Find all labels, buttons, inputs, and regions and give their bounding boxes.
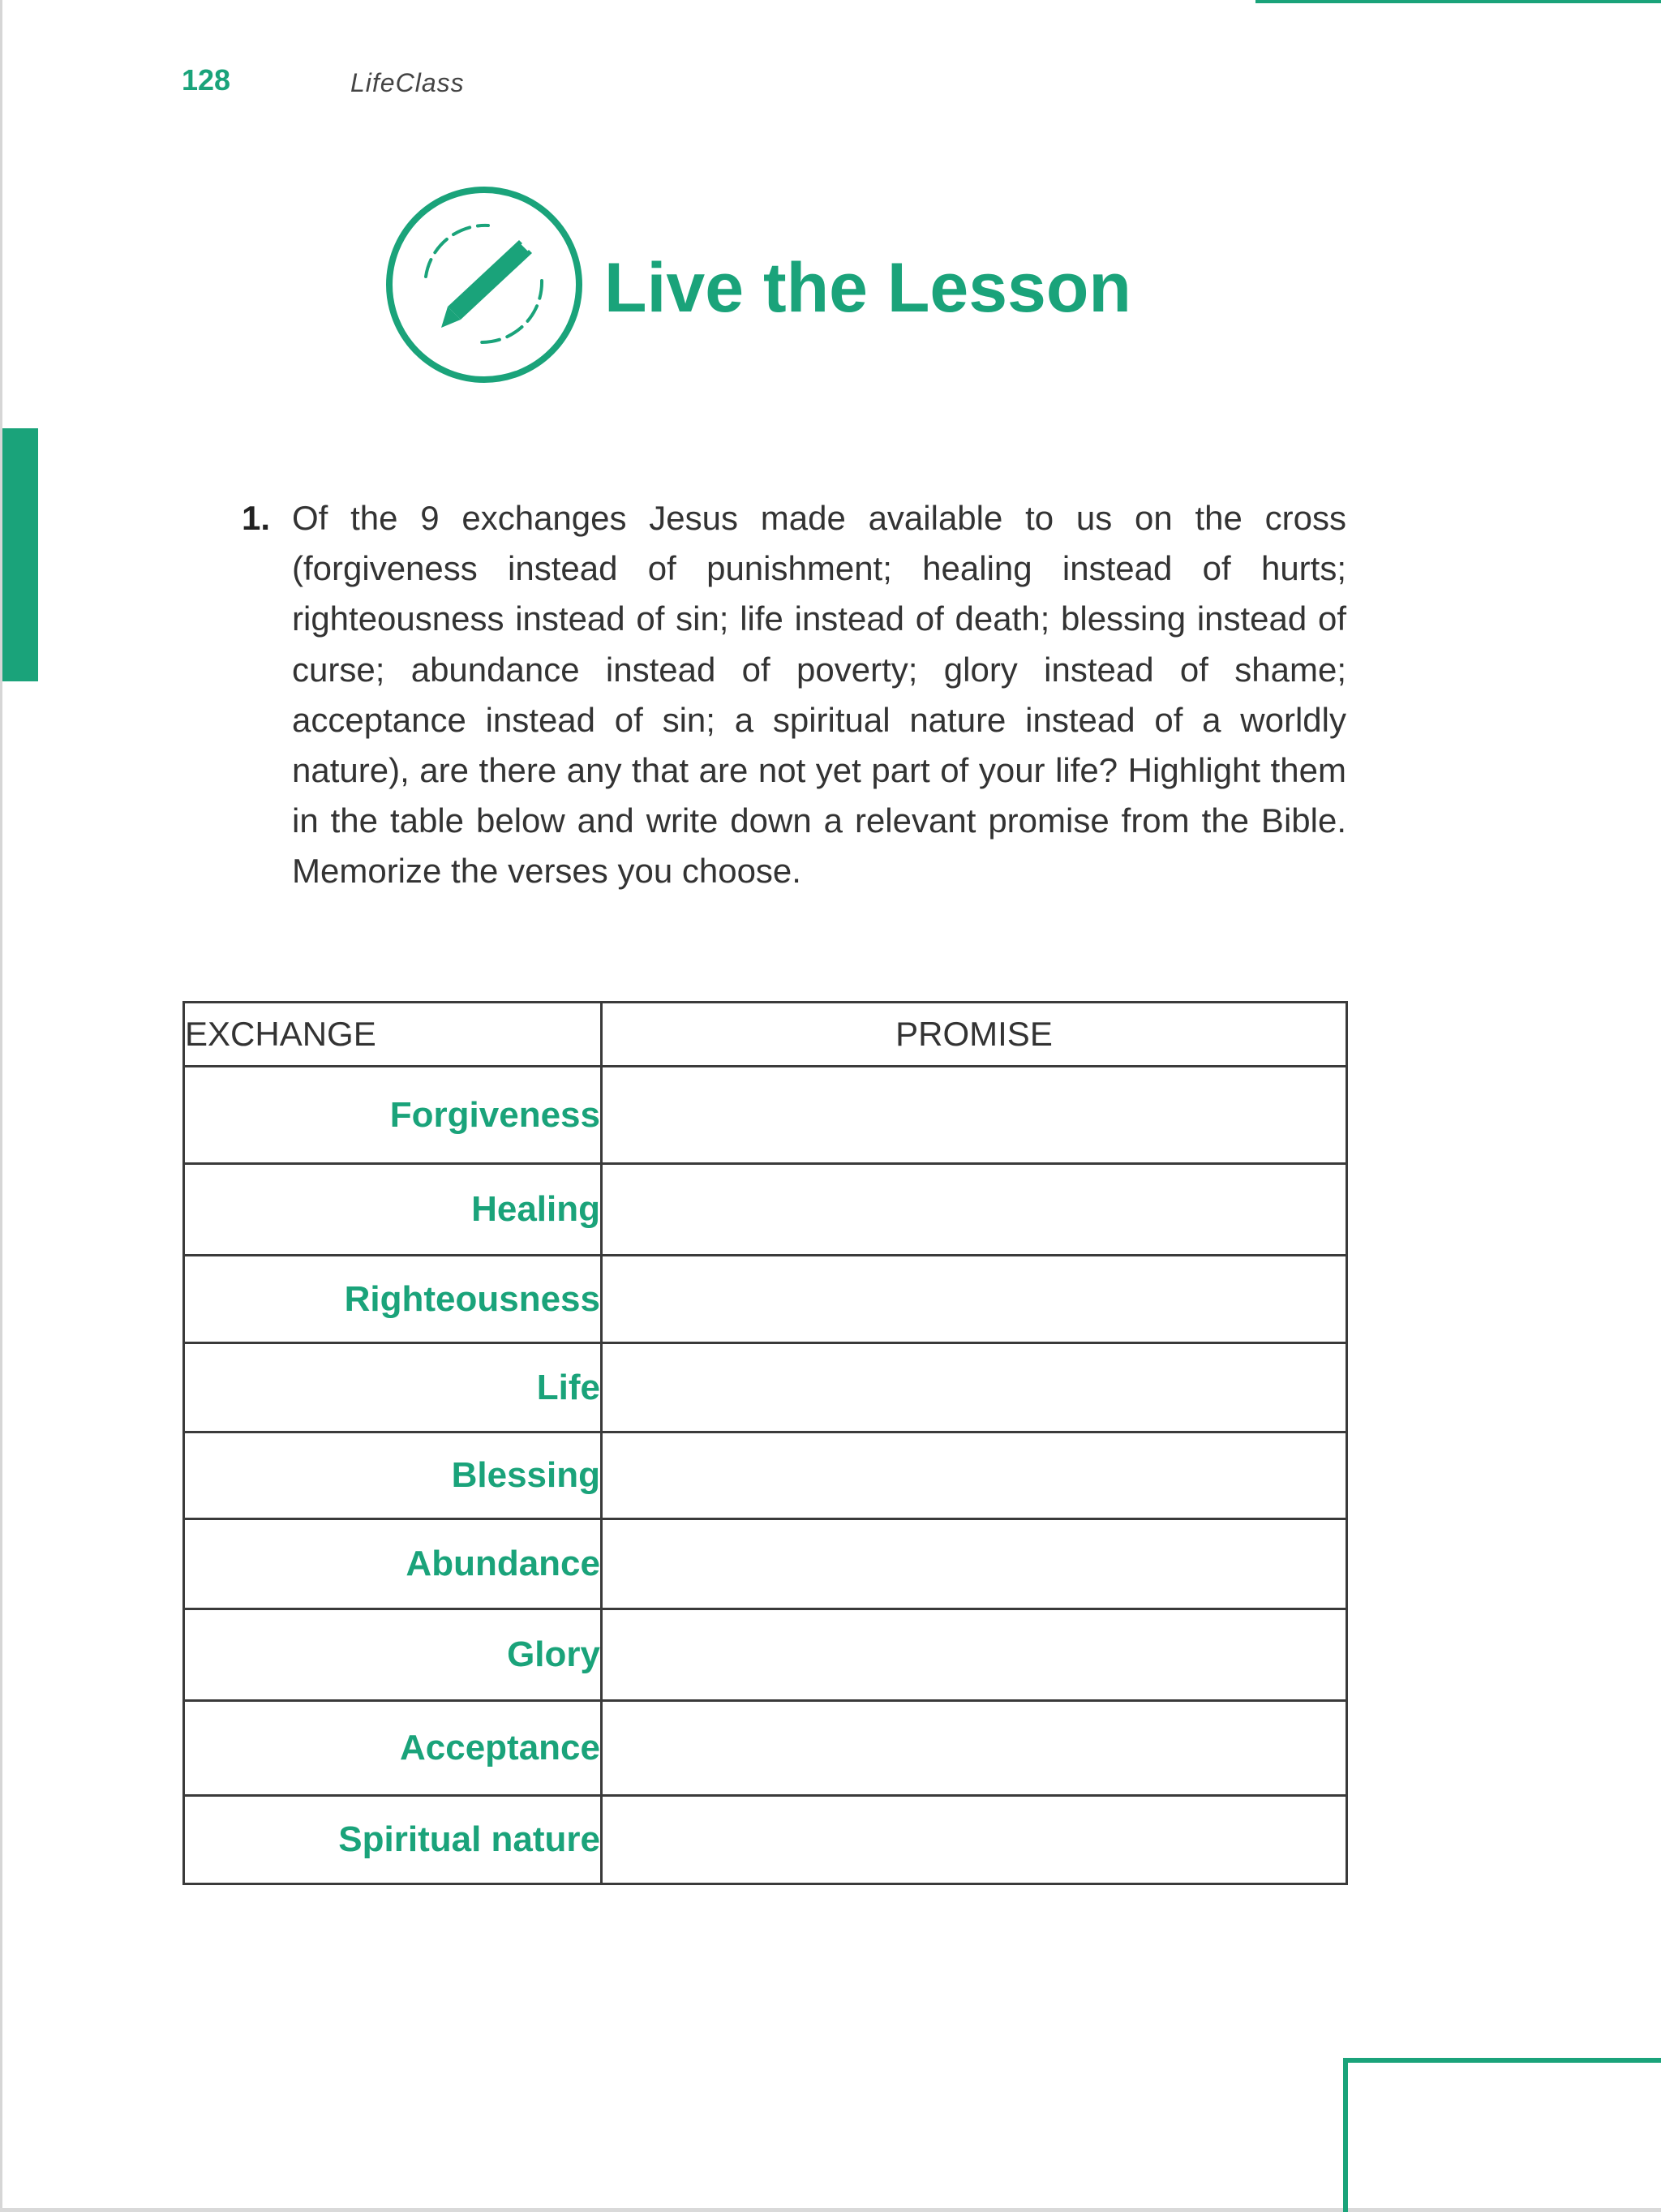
page-number: 128 — [182, 63, 231, 97]
table-row — [184, 1609, 1347, 1701]
table-row — [184, 1067, 1347, 1164]
exchange-cell: Blessing — [184, 1432, 602, 1519]
promise-cell[interactable] — [602, 1256, 1347, 1343]
table-row — [184, 1432, 1347, 1519]
promise-cell[interactable] — [602, 1701, 1347, 1796]
top-accent-bar — [1255, 0, 1661, 3]
exchange-table — [182, 1001, 1348, 1885]
side-accent-tab — [2, 428, 38, 681]
question-number: 1. — [242, 499, 271, 537]
promise-cell[interactable] — [602, 1432, 1347, 1519]
page-edge-rule — [0, 0, 2, 2212]
table-row — [184, 1796, 1347, 1884]
corner-accent-frame — [1343, 2058, 1661, 2212]
table-header-row — [184, 1003, 1347, 1067]
exchange-cell: Glory — [184, 1609, 602, 1701]
table-row — [184, 1256, 1347, 1343]
promise-cell[interactable] — [602, 1164, 1347, 1256]
promise-cell[interactable] — [602, 1519, 1347, 1609]
exchange-column-header: EXCHANGE — [184, 1003, 602, 1067]
running-head: LifeClass — [350, 68, 465, 97]
question-text: Of the 9 exchanges Jesus made available to us on the cross (forgiveness instead of punishment; healing instead of hurts; righteousness instead of sin; life instead of death; blessing instead of curse; abundance instead of poverty; glory instead of shame; acceptance instead of sin; a spiritual nature instead of a worldly nature), are there any that are not yet part of your life? Highlight them in the table below and write down a relevant promise from the Bible. Memorize the verses you choose. — [292, 499, 1346, 891]
exchange-cell: Righteousness — [184, 1256, 602, 1343]
exchange-cell: Forgiveness — [184, 1067, 602, 1164]
promise-cell[interactable] — [602, 1609, 1347, 1701]
table-row — [184, 1343, 1347, 1432]
promise-cell[interactable] — [602, 1796, 1347, 1884]
exchange-cell: Spiritual nature — [184, 1796, 602, 1884]
pencil-icon — [383, 183, 586, 386]
exchange-cell: Healing — [184, 1164, 602, 1256]
promise-cell[interactable] — [602, 1343, 1347, 1432]
table-row — [184, 1701, 1347, 1796]
exchange-cell: Acceptance — [184, 1701, 602, 1796]
promise-column-header: PROMISE — [602, 1003, 1347, 1067]
exchange-cell: Life — [184, 1343, 602, 1432]
table-row — [184, 1164, 1347, 1256]
section-title: Live the Lesson — [604, 249, 1131, 327]
promise-cell[interactable] — [602, 1067, 1347, 1164]
question-block — [242, 493, 1346, 897]
exchange-cell: Abundance — [184, 1519, 602, 1609]
table-row — [184, 1519, 1347, 1609]
